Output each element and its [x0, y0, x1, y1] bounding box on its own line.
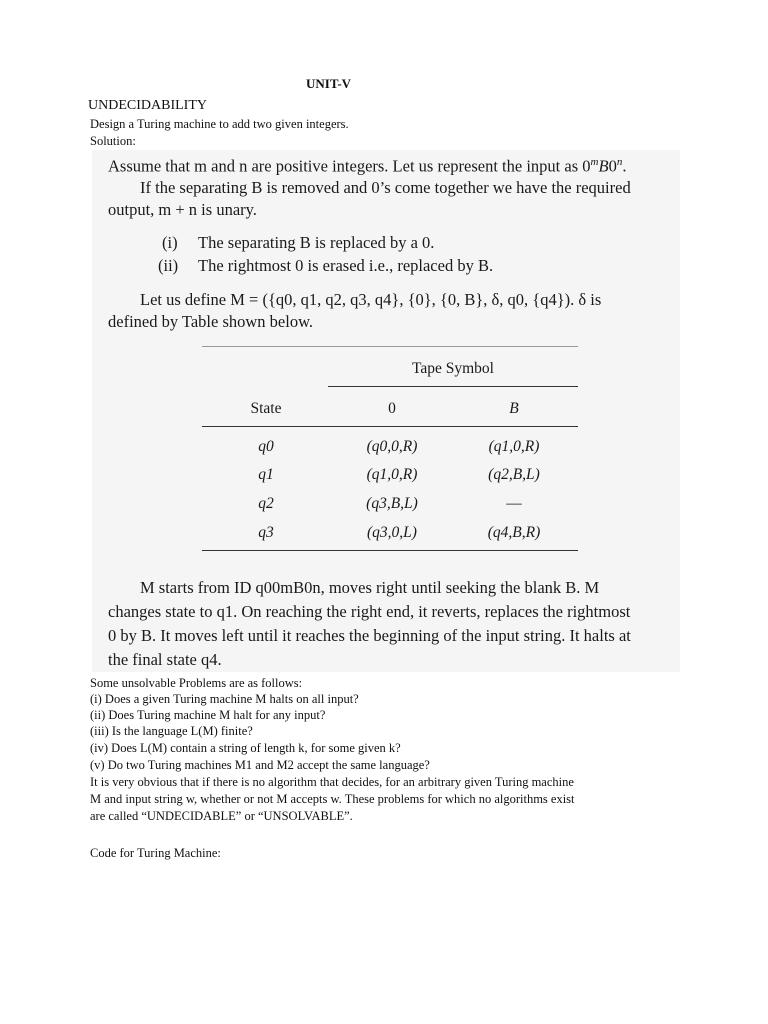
scanned-solution-image: [92, 150, 680, 672]
conclusion-line-3: are called “UNDECIDABLE” or “UNSOLVABLE”.: [90, 809, 353, 823]
transition-cell: (q0,0,R): [366, 438, 418, 455]
transition-cell: (q2,B,L): [488, 466, 540, 483]
step-2-text: The rightmost 0 is erased i.e., replaced by B.: [198, 256, 494, 275]
transition-cell: (q4,B,R): [487, 524, 541, 541]
conclusion-line-1: It is very obvious that if there is no algorithm that decides, for an arbitrary given Turing machine: [90, 775, 574, 789]
conclusion-line-2: M and input string w, whether or not M accepts w. These problems for which no algorithms exist: [90, 792, 575, 806]
solution-label: Solution:: [90, 134, 136, 148]
transition-table: [202, 346, 578, 552]
unsolvable-intro: Some unsolvable Problems are as follows:: [90, 676, 303, 690]
transition-cell: (q3,B,L): [366, 495, 418, 512]
scan-line-separator: If the separating B is removed and 0’s come together we have the required: [140, 178, 631, 197]
machine-definition-cont: defined by Table shown below.: [108, 312, 314, 331]
problem-item: (iii) Is the language L(M) finite?: [90, 724, 253, 738]
explanation-line-3: 0 by B. It moves left until it reaches the beginning of the input string. It halts at: [108, 626, 631, 645]
explanation-line-2: changes state to q1. On reaching the right end, it reverts, replaces the rightmost: [108, 602, 631, 621]
transition-cell: —: [506, 495, 522, 512]
column-0-header: 0: [388, 400, 396, 417]
explanation-line-1: M starts from ID q00mB0n, moves right until seeking the blank B. M: [140, 578, 600, 597]
problem-item: (iv) Does L(M) contain a string of length k, for some given k?: [90, 741, 401, 755]
tape-symbol-header: Tape Symbol: [411, 360, 494, 377]
scan-line-output: output, m + n is unary.: [108, 200, 257, 219]
scan-line-input-representation: Assume that m and n are positive integers. Let us represent the input as 0$^m$B0$^n$.: [108, 156, 627, 176]
step-1-text: The separating B is replaced by a 0.: [198, 233, 435, 252]
machine-definition: Let us define M = ({q0, q1, q2, q3, q4}, {0}, {0, B}, δ, q0, {q4}). δ is: [140, 290, 602, 309]
state-cell: q3: [258, 524, 274, 541]
step-1-label: (i): [162, 233, 178, 252]
state-header: State: [250, 400, 282, 417]
section-heading: UNDECIDABILITY: [88, 98, 207, 113]
step-2-label: (ii): [158, 256, 179, 275]
transition-cell: (q3,0,L): [367, 524, 417, 541]
column-b-header: B: [509, 400, 519, 417]
state-cell: q2: [258, 495, 274, 512]
state-cell: q0: [258, 438, 274, 455]
problem-item: (i) Does a given Turing machine M halts on all input?: [90, 692, 359, 706]
transition-cell: (q1,0,R): [488, 438, 540, 455]
explanation-line-4: the final state q4.: [108, 650, 222, 669]
transition-cell: (q1,0,R): [366, 466, 418, 483]
unit-title: UNIT-V: [306, 76, 352, 91]
problem-item: (v) Do two Turing machines M1 and M2 accept the same language?: [90, 758, 430, 772]
code-heading: Code for Turing Machine:: [90, 846, 221, 860]
problem-item: (ii) Does Turing machine M halt for any input?: [90, 708, 326, 722]
problem-statement: Design a Turing machine to add two given integers.: [90, 117, 349, 131]
state-cell: q1: [258, 466, 274, 483]
